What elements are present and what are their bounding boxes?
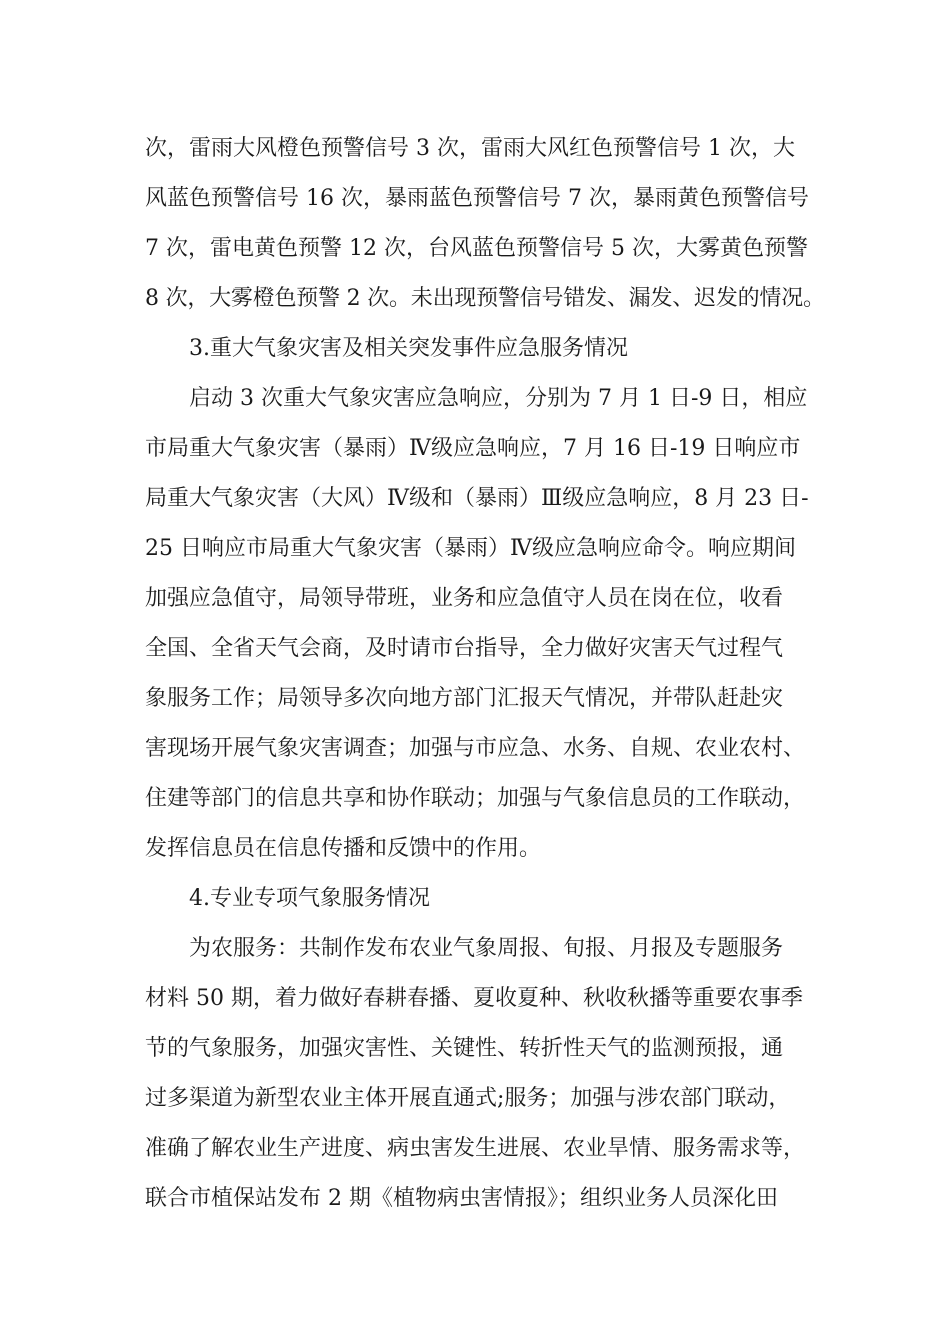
- text-line: 节的气象服务，加强灾害性、关键性、转折性天气的监测预报，通: [145, 1036, 784, 1061]
- text-line: 4.专业专项气象服务情况: [189, 886, 430, 911]
- text-line: 风蓝色预警信号 16 次，暴雨蓝色预警信号 7 次，暴雨黄色预警信号: [145, 186, 809, 211]
- text-line: 害现场开展气象灾害调查；加强与市应急、水务、自规、农业农村、: [145, 736, 806, 761]
- text-line: 准确了解农业生产进度、病虫害发生进展、农业旱情、服务需求等，: [145, 1136, 806, 1161]
- text-line: 为农服务：共制作发布农业气象周报、旬报、月报及专题服务: [189, 936, 784, 961]
- document-body: [145, 124, 825, 1224]
- text-line: 局重大气象灾害（大风）Ⅳ级和（暴雨）Ⅲ级应急响应，8 月 23 日-: [145, 486, 809, 511]
- text-line: 材料 50 期，着力做好春耕春播、夏收夏种、秋收秋播等重要农事季: [145, 986, 803, 1011]
- text-line: 7 次，雷电黄色预警 12 次，台风蓝色预警信号 5 次，大雾黄色预警: [145, 236, 808, 261]
- text-line: 发挥信息员在信息传播和反馈中的作用。: [145, 836, 542, 861]
- text-line: 住建等部门的信息共享和协作联动；加强与气象信息员的工作联动，: [145, 786, 806, 811]
- text-line: 启动 3 次重大气象灾害应急响应，分别为 7 月 1 日-9 日，相应: [189, 386, 808, 411]
- text-line: 3.重大气象灾害及相关突发事件应急服务情况: [189, 336, 628, 361]
- text-line: 次，雷雨大风橙色预警信号 3 次，雷雨大风红色预警信号 1 次，大: [145, 136, 795, 161]
- text-line: 联合市植保站发布 2 期《植物病虫害情报》；组织业务人员深化田: [145, 1186, 778, 1211]
- text-line: 25 日响应市局重大气象灾害（暴雨）Ⅳ级应急响应命令。响应期间: [145, 536, 796, 561]
- text-line: 加强应急值守，局领导带班，业务和应急值守人员在岗在位，收看: [145, 586, 784, 611]
- text-line: 全国、全省天气会商，及时请市台指导，全力做好灾害天气过程气: [145, 636, 784, 661]
- text-line: 象服务工作；局领导多次向地方部门汇报天气情况，并带队赶赴灾: [145, 686, 784, 711]
- text-line: 8 次，大雾橙色预警 2 次。未出现预警信号错发、漏发、迟发的情况。: [145, 286, 825, 311]
- text-line: 过多渠道为新型农业主体开展直通式;服务；加强与涉农部门联动，: [145, 1086, 791, 1111]
- text-line: 市局重大气象灾害（暴雨）Ⅳ级应急响应，7 月 16 日-19 日响应市: [145, 436, 801, 461]
